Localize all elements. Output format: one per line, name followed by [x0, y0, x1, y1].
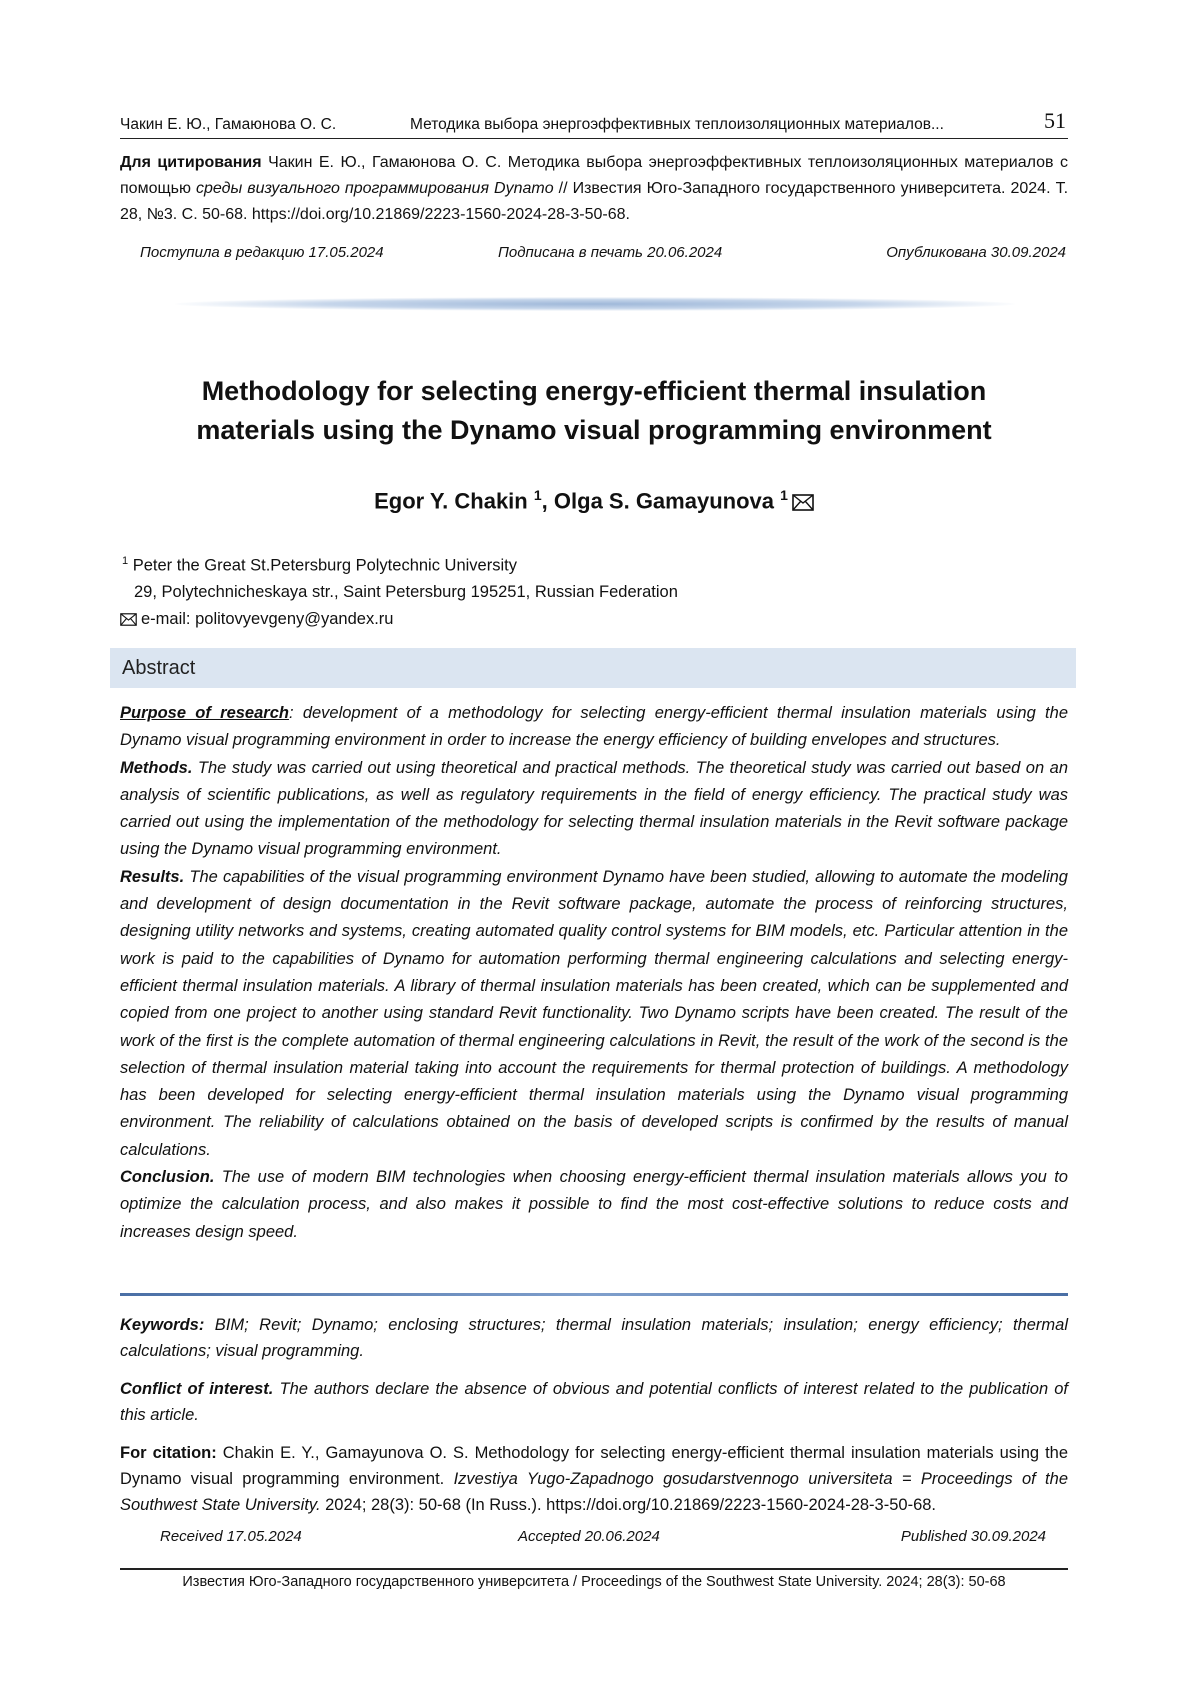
date-received-en: Received 17.05.2024 — [160, 1528, 302, 1545]
abstract-conclusion — [120, 1164, 1068, 1246]
abstract-heading-bar — [110, 648, 1076, 688]
citation-ru-part1: Чакин Е. Ю., Гамаюнова О. С. Методика выбора энергоэффективных теплоизоляционных материалов с помощью — [120, 154, 1069, 197]
affiliation — [122, 548, 678, 605]
abstract-methods — [120, 755, 1068, 864]
abstract-results — [120, 864, 1068, 1164]
page-number: 51 — [1044, 108, 1066, 133]
citation-ru-label: Для цитирования — [120, 154, 262, 171]
abstract-body — [120, 700, 1068, 1246]
affiliation-name: Peter the Great St.Petersburg Polytechnic University — [132, 556, 517, 575]
keywords-label: Keywords: — [120, 1316, 205, 1334]
conclusion-label: Conclusion. — [120, 1168, 215, 1187]
citation-en-part2: 2024; 28(3): 50-68 (In Russ.). https://doi.org/10.21869/2223-1560-2024-28-3-50-68. — [320, 1496, 937, 1514]
conclusion-text: The use of modern BIM technologies when choosing energy-efficient thermal insulation materials allows you to optimize the calculation process, and also makes it possible to find the most cost-effective solutions to reduce costs and increases design speed. — [120, 1168, 1068, 1241]
authors — [120, 487, 1068, 517]
title-line-1: Methodology for selecting energy-efficient thermal insulation — [201, 376, 987, 406]
conflict-of-interest — [120, 1376, 1068, 1428]
page-footer: Известия Юго-Западного государственного университета / Proceedings of the Southwest State University. 2024; 28(3): 50-68 — [182, 1574, 1006, 1590]
author-1: Egor Y. Chakin — [374, 488, 528, 514]
footer-rule — [120, 1568, 1068, 1570]
methods-label: Methods. — [120, 758, 193, 777]
envelope-icon — [792, 491, 814, 517]
citation-ru-italic: среды визуального программирования Dynamo — [196, 180, 554, 197]
date-accepted-ru: Подписана в печать 20.06.2024 — [498, 244, 723, 261]
citation-en-part1: Chakin E. Y., Gamayunova O. S. Methodology for selecting energy-efficient thermal insulation materials using the Dynamo visual programming environment. — [120, 1444, 1069, 1488]
date-accepted-en: Accepted 20.06.2024 — [518, 1528, 660, 1545]
running-header-title: Методика выбора энергоэффективных теплоизоляционных материалов... — [410, 116, 944, 133]
author-separator: , — [541, 488, 548, 514]
results-text: The capabilities of the visual programming environment Dynamo have been studied, allowing to automate the modeling and development of design documentation in the Revit software package, automate the process of reinforcing structures, designing utility networks and systems, creating automated quality control systems for BIM models, etc. Particular attention in the work is paid to the capabilities of Dynamo for automation performing thermal engineering calculations and selecting energy-efficient thermal insulation materials. A library of thermal insulation materials has been created, which can be supplemented and copied from one project to another using standard Revit functionality. Two Dynamo scripts have been created. The result of the work of the first is the complete automation of thermal engineering calculations in Revit, the result of the work of the second is the selection of thermal insulation material taking into account the requirements for thermal protection of buildings. A methodology has been developed for selecting energy-efficient thermal insulation materials using the Dynamo visual programming environment. The reliability of calculations obtained on the basis of developed scripts is confirmed by the results of manual calculations. — [120, 867, 1068, 1159]
methods-text: The study was carried out using theoretical and practical methods. The theoretical study was carried out based on an analysis of scientific publications, as well as regulatory requirements in the field of energy efficiency. The practical study was carried out using the implementation of the methodology for selecting thermal insulation materials in the Revit software package using the Dynamo visual programming environment. — [120, 758, 1068, 859]
abstract-purpose — [120, 700, 1068, 755]
affiliation-marker: 1 — [122, 555, 129, 567]
abstract-heading: Abstract — [122, 657, 196, 679]
author-1-affiliation: 1 — [533, 487, 542, 503]
running-header — [120, 106, 1068, 139]
date-received-ru: Поступила в редакцию 17.05.2024 — [140, 244, 384, 261]
citation-ru-part2: // Известия Юго-Западного государственного университета. 2024. Т. 28, №3. С. 50-68. https://doi.org/10.21869/2223-1560-2024-28-3-50-68. — [120, 180, 1069, 223]
email-line — [120, 610, 393, 631]
author-2: Olga S. Gamayunova — [553, 488, 774, 514]
article-title — [120, 372, 1068, 450]
date-published-ru: Опубликована 30.09.2024 — [886, 244, 1066, 261]
purpose-label: Purpose of research — [120, 704, 289, 722]
purpose-text: : development of a methodology for selecting energy-efficient thermal insulation materials using the Dynamo visual programming environment in order to increase the energy efficiency of building envelopes and structures. — [120, 704, 1068, 750]
email-link[interactable]: e-mail: politovyevgeny@yandex.ru — [141, 610, 394, 628]
keywords — [120, 1312, 1068, 1364]
affiliation-address: 29, Polytechnicheskaya str., Saint Petersburg 195251, Russian Federation — [134, 582, 678, 601]
keywords-text: BIM; Revit; Dynamo; enclosing structures; thermal insulation materials; insulation; energy efficiency; thermal calculations; visual programming. — [120, 1316, 1068, 1360]
title-line-2: materials using the Dynamo visual programming environment — [196, 415, 992, 445]
citation-en-label: For citation: — [120, 1444, 217, 1462]
decorative-divider — [175, 297, 1015, 311]
citation-en — [120, 1440, 1068, 1518]
running-header-authors: Чакин Е. Ю., Гамаюнова О. С. — [120, 116, 337, 133]
section-divider — [120, 1293, 1068, 1296]
author-2-affiliation: 1 — [780, 487, 788, 503]
results-label: Results. — [120, 867, 185, 886]
conflict-label: Conflict of interest. — [120, 1380, 274, 1398]
citation-ru — [120, 150, 1068, 228]
envelope-icon — [120, 612, 137, 631]
citation-en-italic: Izvestiya Yugo-Zapadnogo gosudarstvennogo universiteta = Proceedings of the Southwest State University. — [120, 1470, 1068, 1514]
conflict-text: The authors declare the absence of obvious and potential conflicts of interest related to the publication of this article. — [120, 1380, 1068, 1424]
date-published-en: Published 30.09.2024 — [900, 1528, 1046, 1545]
